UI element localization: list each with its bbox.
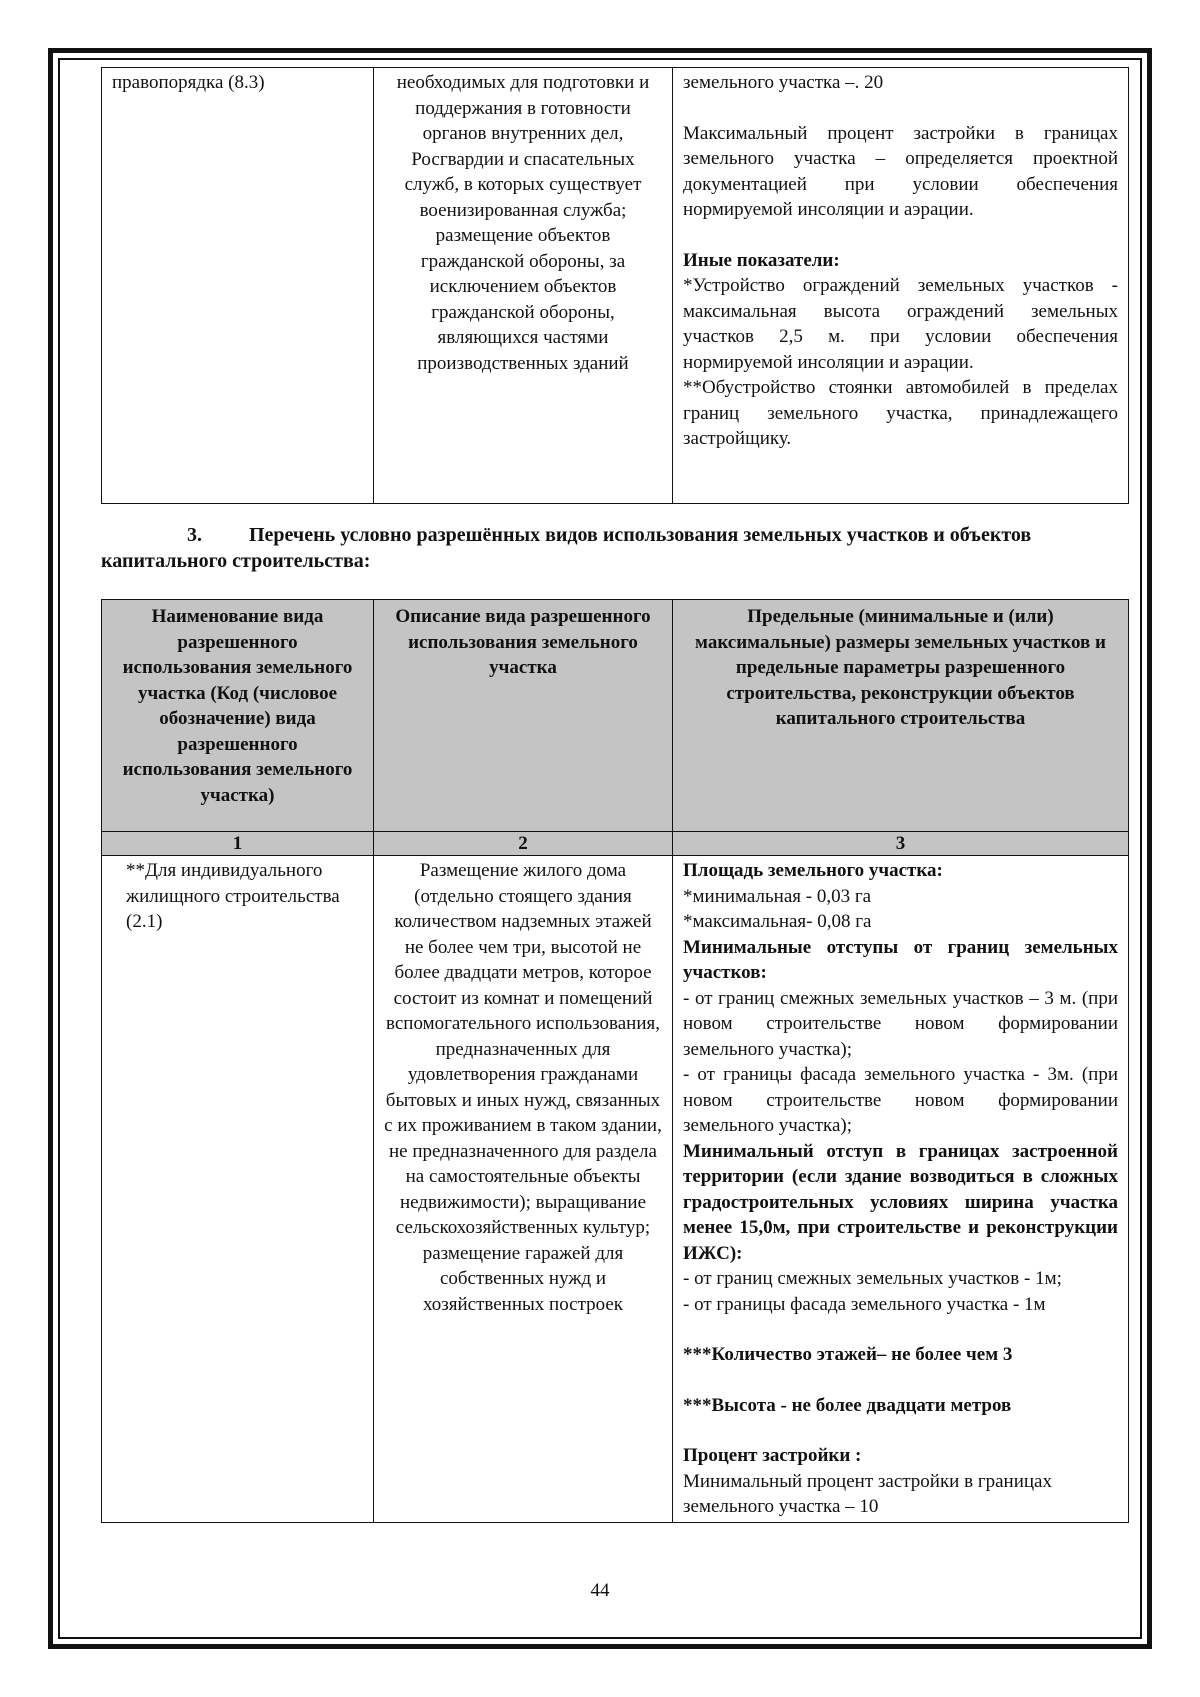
table-row (102, 856, 1129, 1523)
section-title: Перечень условно разрешённых видов использования земельных участков и объектов капитального строительства: (101, 524, 1032, 572)
percent-title: Процент застройки : (683, 1445, 862, 1466)
row-cell-name: **Для индивидуального жилищного строительства (2.1) (102, 856, 374, 1523)
col-number-2: 2 (374, 832, 673, 856)
top-cell-description: необходимых для подготовки и поддержания в готовности органов внутренних дел, Росгвардии и спасательных служб, в которых существует военизированная служба; размещение объектов гражданской обороны, за исключением объектов гражданской обороны, являющихся частями производственных зданий (374, 68, 673, 504)
setback-2: - от границы фасада земельного участка - 3м. (при новом строительстве новом формировании земельного участка); (683, 1064, 1118, 1136)
area-max: *максимальная- 0,08 га (683, 911, 872, 932)
setback-title: Минимальные отступы от границ земельных участков: (683, 936, 1118, 983)
top-table (101, 67, 1129, 504)
top-cell-code: правопорядка (8.3) (102, 68, 374, 504)
header-row (102, 600, 1129, 832)
column-number-row (102, 832, 1129, 856)
built-title: Минимальный отступ в границах застроенной территории (если здание возводиться в сложных градостроительных условиях ширина участка менее 15,0м, при строительстве и реконструкции ИЖС): (683, 1140, 1118, 1264)
main-table (101, 599, 1129, 1523)
top-col3-other-title: Иные показатели: (683, 249, 840, 271)
top-col3-max-percent: Максимальный процент застройки в границах земельного участка – определяется проектной документацией при условии обеспечения нормируемой инсоляции и аэрации. (683, 122, 1118, 220)
top-col3-fence: *Устройство ограждений земельных участков - максимальная высота ограждений земельных участков 2,5 м. при условии обеспечения нормируемой инсоляции и аэрации. (683, 275, 1118, 373)
area-title: Площадь земельного участка: (683, 860, 943, 881)
page-number: 44 (590, 1580, 610, 1601)
col-number-3: 3 (673, 832, 1129, 856)
setback-1: - от границ смежных земельных участков – 3 м. (при новом строительстве новом формировании земельного участка); (683, 987, 1118, 1060)
section-heading (101, 522, 1128, 574)
built-2: - от границы фасада земельного участка - 1м (683, 1293, 1046, 1315)
table-row (102, 68, 1129, 504)
top-col3-parking: **Обустройство стоянки автомобилей в пределах границ земельного участка, принадлежащего застройщику. (683, 377, 1118, 449)
header-col1: Наименование вида разрешенного использования земельного участка (Код (числовое обозначение) вида разрешенного использования земельного участка) (102, 600, 374, 832)
header-col3: Предельные (минимальные и (или) максимальные) размеры земельных участков и предельные параметры разрешенного строительства, реконструкции объектов капитального строительства (673, 600, 1129, 832)
col-number-1: 1 (102, 832, 374, 856)
header-col2: Описание вида разрешенного использования земельного участка (374, 600, 673, 832)
area-min: *минимальная - 0,03 га (683, 885, 872, 907)
floors: ***Количество этажей– не более чем 3 (683, 1344, 1013, 1365)
percent-min: Минимальный процент застройки в границах земельного участка – 10 (683, 1470, 1052, 1517)
section-number: 3. (187, 524, 202, 546)
row-cell-description: Размещение жилого дома (отдельно стоящего здания количеством надземных этажей не более чем три, высотой не более двадцати метров, которое состоит из комнат и помещений вспомогательного использования, предназначенных для удовлетворения гражданами бытовых и иных нужд, связанных с их проживанием в таком здании, не предназначенного для раздела на самостоятельные объекты недвижимости); выращивание сельскохозяйственных культур; размещение гаражей для собственных нужд и хозяйственных построек (374, 856, 673, 1523)
row-cell-parameters (673, 856, 1129, 1523)
built-1: - от границ смежных земельных участков - 1м; (683, 1268, 1062, 1289)
top-cell-parameters (673, 68, 1129, 504)
height: ***Высота - не более двадцати метров (683, 1394, 1012, 1416)
top-col3-line1: земельного участка –. 20 (683, 72, 884, 93)
